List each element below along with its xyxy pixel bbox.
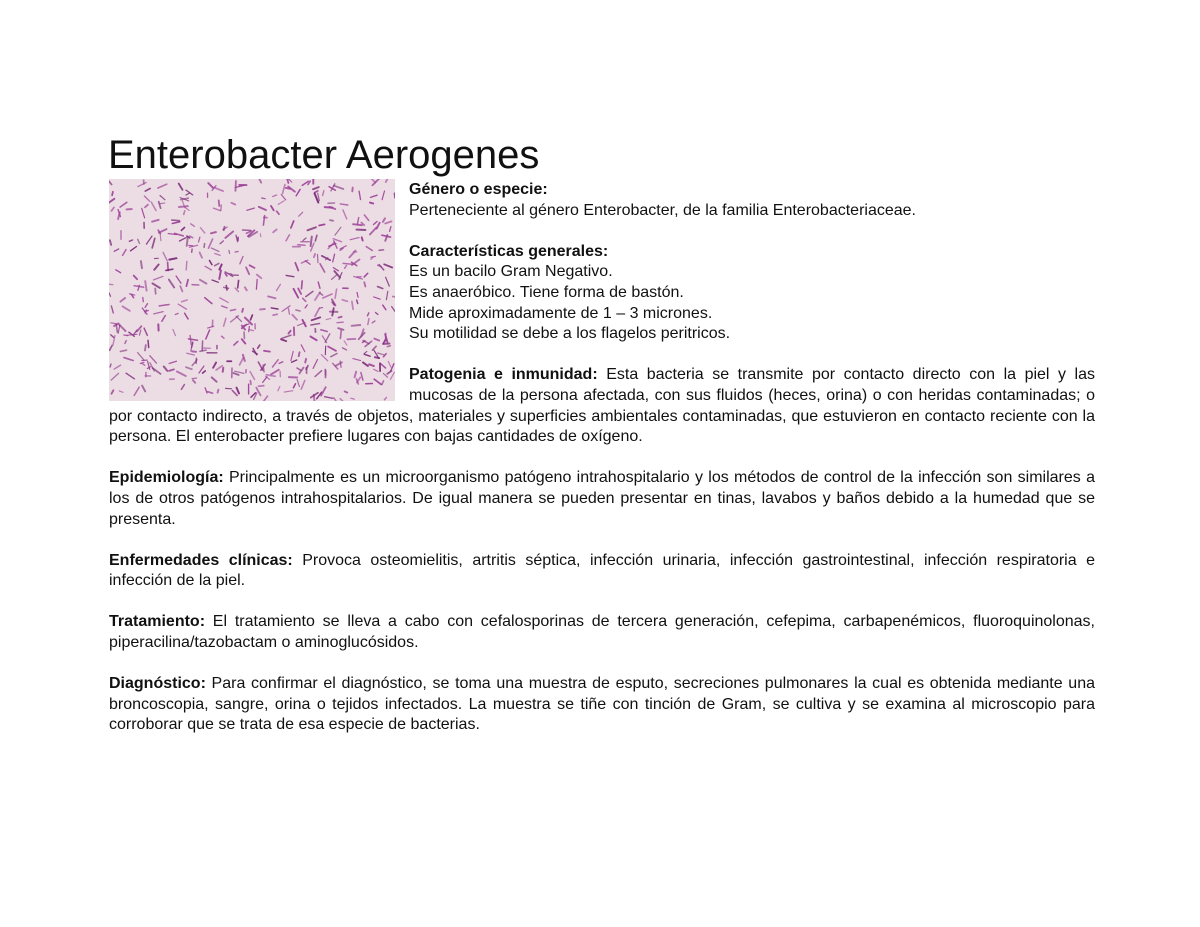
section-tratamiento — [109, 612, 1095, 653]
section-label-enfermedades: Enfermedades clínicas: — [109, 551, 293, 569]
section-text-diagnostico: Para confirmar el diagnóstico, se toma una muestra de esputo, secreciones pulmonares la cual es obtenida mediante una broncoscopia, sangre, orina o tejidos infectados. La muestra se tiñe con tinción de Gram, se cultiva y se examina al microscopio para corroborar que se trata de esa especie de bacterias. — [109, 675, 1095, 734]
section-label-caracteristicas: Características generales: — [409, 242, 609, 260]
section-label-epidemiologia: Epidemiología: — [109, 469, 224, 487]
characteristic-line: Su motilidad se debe a los flagelos peritricos. — [409, 325, 731, 343]
section-text-epidemiologia: Principalmente es un microorganismo patógeno intrahospitalario y los métodos de control de la infección son similares a los de otros patógenos intrahospitalarios. De igual manera se pueden presentar en tinas, lavabos y baños debido a la humedad que se presenta. — [109, 469, 1095, 528]
characteristic-line: Es un bacilo Gram Negativo. — [409, 263, 613, 281]
characteristic-line: Mide aproximadamente de 1 – 3 micrones. — [409, 304, 713, 322]
characteristic-line: Es anaeróbico. Tiene forma de bastón. — [409, 283, 684, 301]
section-text-genero: Perteneciente al género Enterobacter, de la familia Enterobacteriaceae. — [409, 201, 916, 219]
section-diagnostico — [109, 674, 1095, 736]
section-label-tratamiento: Tratamiento: — [109, 613, 206, 631]
section-label-genero: Género o especie: — [409, 181, 548, 198]
section-label-diagnostico: Diagnóstico: — [109, 675, 206, 693]
section-epidemiologia — [109, 468, 1095, 530]
image-wrap-spacer — [109, 180, 409, 406]
section-text-enfermedades: Provoca osteomielitis, artritis séptica, infección urinaria, infección gastrointestinal, infección respiratoria e infección de la piel. — [109, 551, 1095, 590]
document-body — [109, 180, 1095, 757]
section-label-patogenia: Patogenia e inmunidad: — [409, 366, 598, 384]
section-text-tratamiento: El tratamiento se lleva a cabo con cefalosporinas de tercera generación, cefepima, carbapenémicos, fluoroquinolonas, piperacilina/tazobactam o aminoglucósidos. — [109, 613, 1095, 652]
page-title: Enterobacter Aerogenes — [108, 133, 540, 177]
section-enfermedades — [109, 551, 1095, 592]
section-text-patogenia: Esta bacteria se transmite por contacto directo con la piel y las mucosas de la persona afectada, con sus fluidos (heces, orina) o con heridas contaminadas; o por contacto indirecto, a través de objetos, materiales y superficies ambientales contaminadas, que estuvieron en contacto reciente con la persona. El enterobacter prefiere lugares con bajas cantidades de oxígeno. — [109, 366, 1095, 446]
